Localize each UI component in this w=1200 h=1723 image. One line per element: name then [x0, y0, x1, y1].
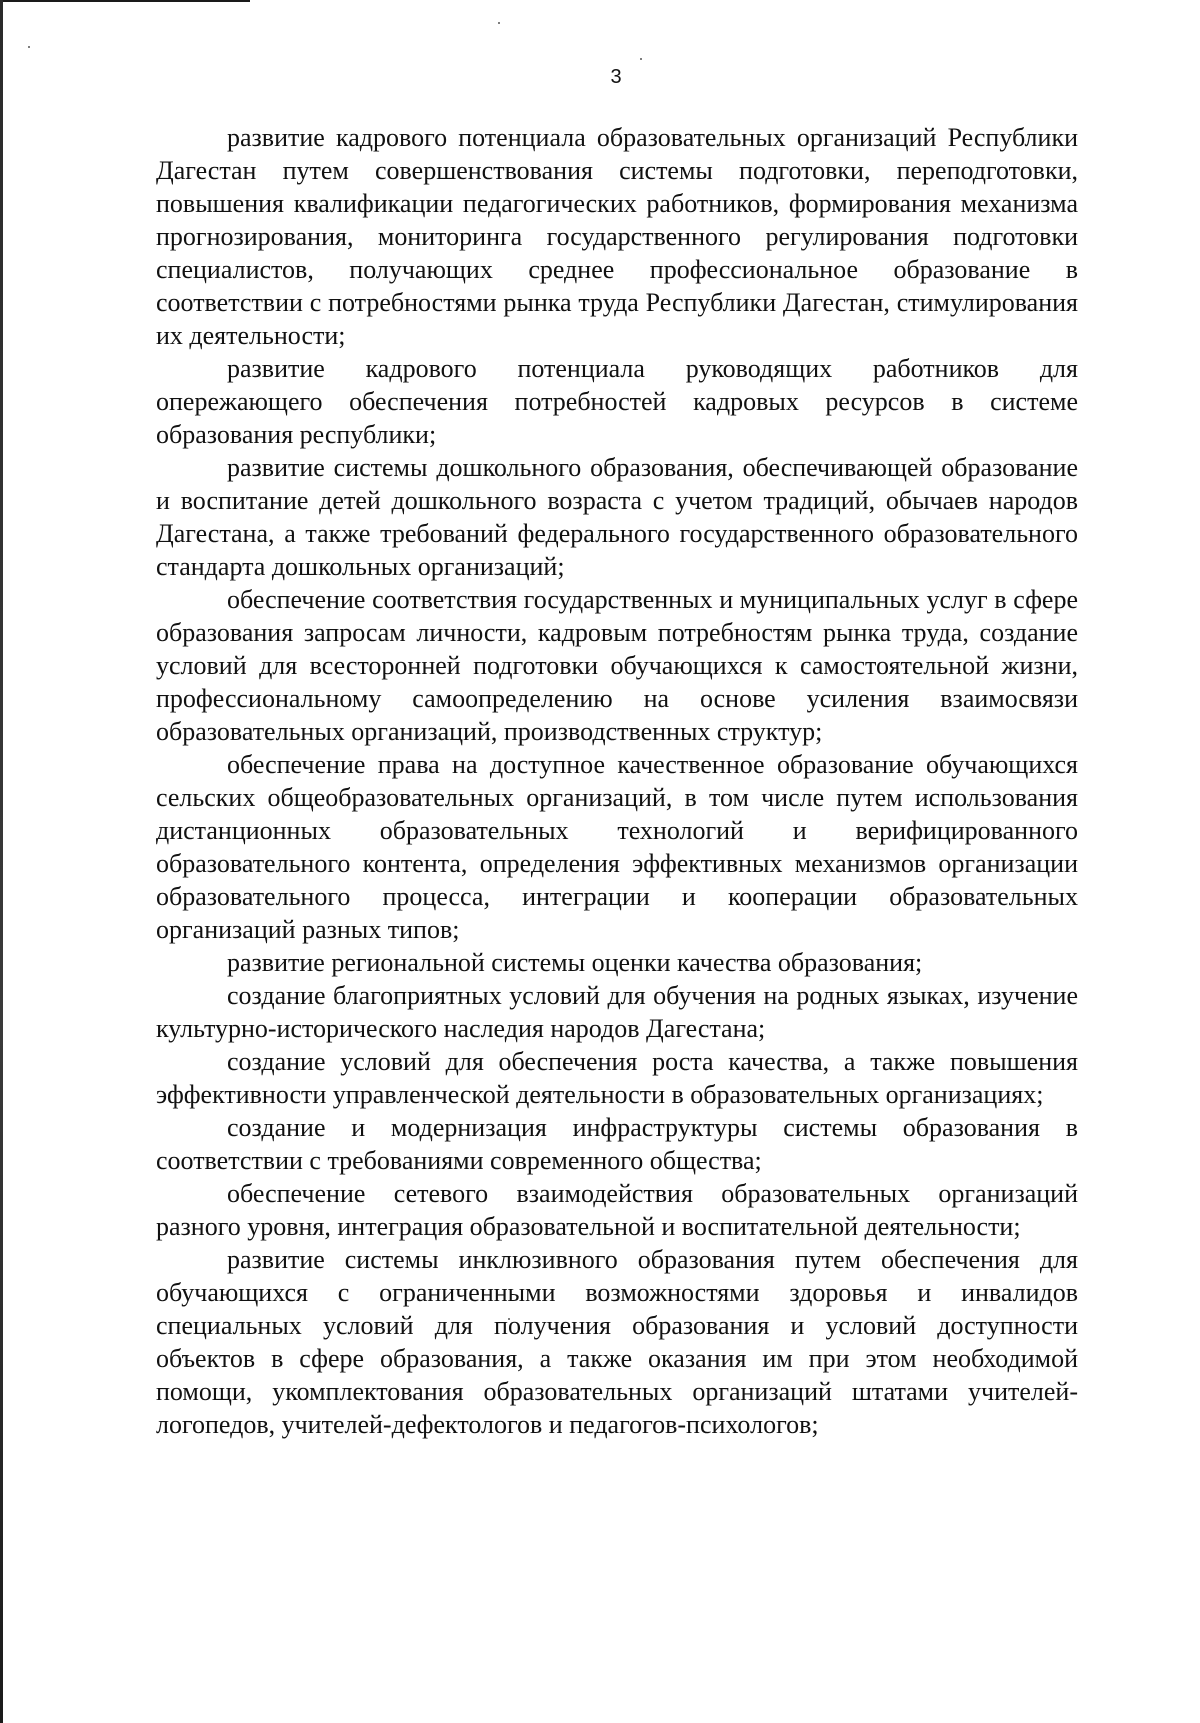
paragraph: создание и модернизация инфраструктуры системы образования в соответствии с требованиями современного общества; [156, 1113, 1078, 1175]
scan-speck [640, 58, 642, 60]
scan-edge-left [0, 0, 3, 1723]
paragraph: развитие кадрового потенциала образовательных организаций Республики Дагестан путем совершенствования системы подготовки, переподготовки, повышения квалификации педагогических работников, формирования механизма прогнозирования, мониторинга государственного регулирования подготовки специалистов, получающих среднее профессиональное образование в соответствии с потребностями рынка труда Республики Дагестан, стимулирования их деятельности; [156, 123, 1078, 350]
page-number: 3 [610, 66, 622, 88]
paragraph: обеспечение сетевого взаимодействия образовательных организаций разного уровня, интеграция образовательной и воспитательной деятельности; [156, 1179, 1078, 1241]
paragraph: обеспечение соответствия государственных и муниципальных услуг в сфере образования запросам личности, кадровым потребностям рынка труда, создание условий для всесторонней подготовки обучающихся к самостоятельной жизни, профессиональному самоопределению на основе усиления взаимосвязи образовательных организаций, производственных структур; [156, 585, 1078, 746]
paragraph: создание благоприятных условий для обучения на родных языках, изучение культурно-исторического наследия народов Дагестана; [156, 981, 1078, 1043]
paragraph: обеспечение права на доступное качественное образование обучающихся сельских общеобразовательных организаций, в том числе путем использования дистанционных образовательных технологий и верифицированного образовательного контента, определения эффективных механизмов организации образовательного процесса, интеграции и кооперации образовательных организаций разных типов; [156, 750, 1078, 944]
scan-speck [498, 22, 500, 24]
scan-speck [28, 46, 30, 48]
paragraph: развитие системы дошкольного образования, обеспечивающей образование и воспитание детей дошкольного возраста с учетом традиций, обычаев народов Дагестана, а также требований федерального государственного образовательного стандарта дошкольных организаций; [156, 453, 1078, 581]
scan-edge-top [0, 0, 250, 2]
paragraph: развитие региональной системы оценки качества образования; [227, 948, 923, 977]
document-body [156, 121, 1078, 1441]
paragraph: создание условий для обеспечения роста качества, а также повышения эффективности управленческой деятельности в образовательных организациях; [156, 1047, 1078, 1109]
paragraph: развитие кадрового потенциала руководящих работников для опережающего обеспечения потребностей кадровых ресурсов в системе образования республики; [156, 354, 1078, 449]
paragraph: развитие системы инклюзивного образования путем обеспечения для обучающихся с ограниченными возможностями здоровья и инвалидов специальных условий для получения образования и условий доступности объектов в сфере образования, а также оказания им при этом необходимой помощи, укомплектования образовательных организаций штатами учителей-логопедов, учителей-дефектологов и педагогов-психологов; [156, 1245, 1078, 1439]
